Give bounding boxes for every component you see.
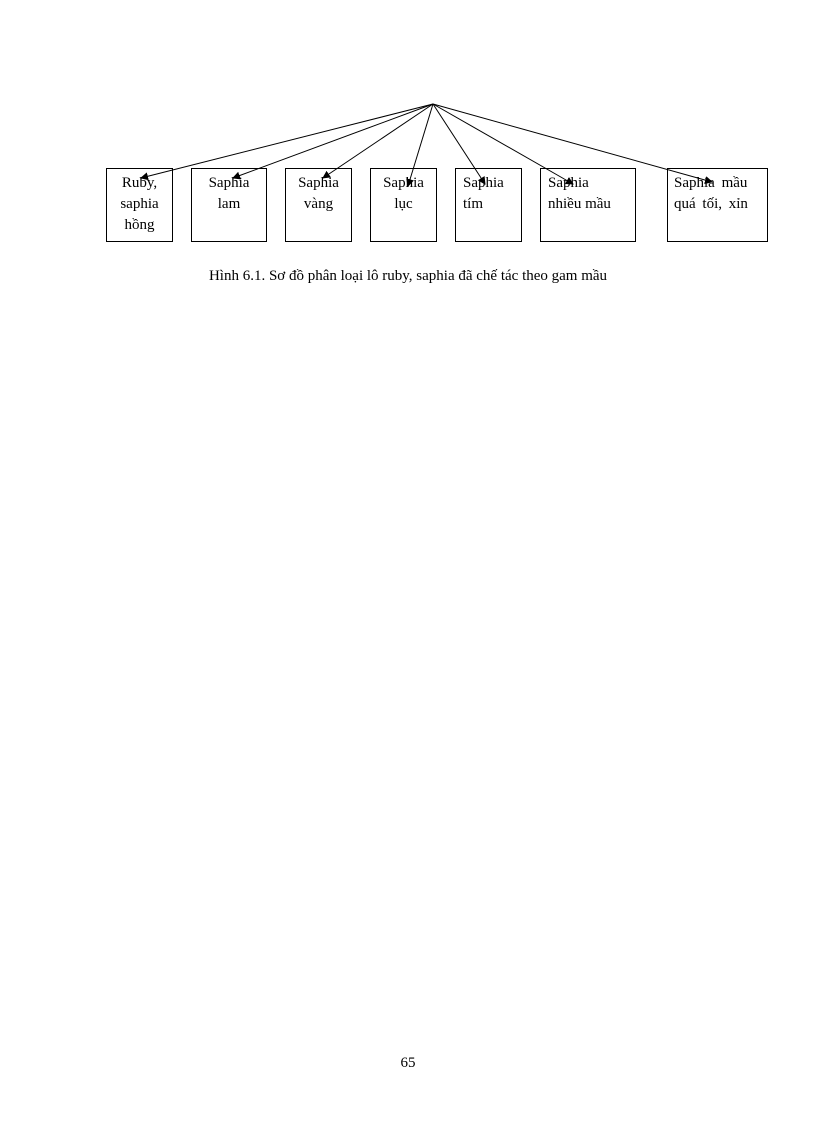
category-label: Saphia lục (383, 175, 424, 212)
category-label: Saphia lam (208, 175, 250, 212)
category-label: Saphia mầu quá tối, xỉn (674, 175, 748, 212)
category-label: Saphia vàng (298, 175, 339, 212)
category-box-dark-sapphire (667, 168, 768, 242)
category-box-multicolor-sapphire (540, 168, 636, 242)
category-box-blue-sapphire (191, 168, 267, 242)
category-box-purple-sapphire (455, 168, 522, 242)
connector-arrow-2 (233, 104, 433, 178)
category-box-ruby-pink-sapphire (106, 168, 173, 242)
category-label: Saphia tím (463, 175, 504, 212)
category-label: Ruby, saphia hồng (120, 175, 159, 233)
category-box-green-sapphire (370, 168, 437, 242)
category-box-yellow-sapphire (285, 168, 352, 242)
category-label: Saphia nhiều mầu (548, 175, 611, 212)
figure-caption: Hình 6.1. Sơ đồ phân loại lô ruby, saphia đã chế tác theo gam mầu (208, 268, 608, 284)
page-number: 65 (400, 1055, 416, 1071)
connector-arrow-3 (323, 104, 433, 178)
connector-arrow-1 (141, 104, 433, 178)
